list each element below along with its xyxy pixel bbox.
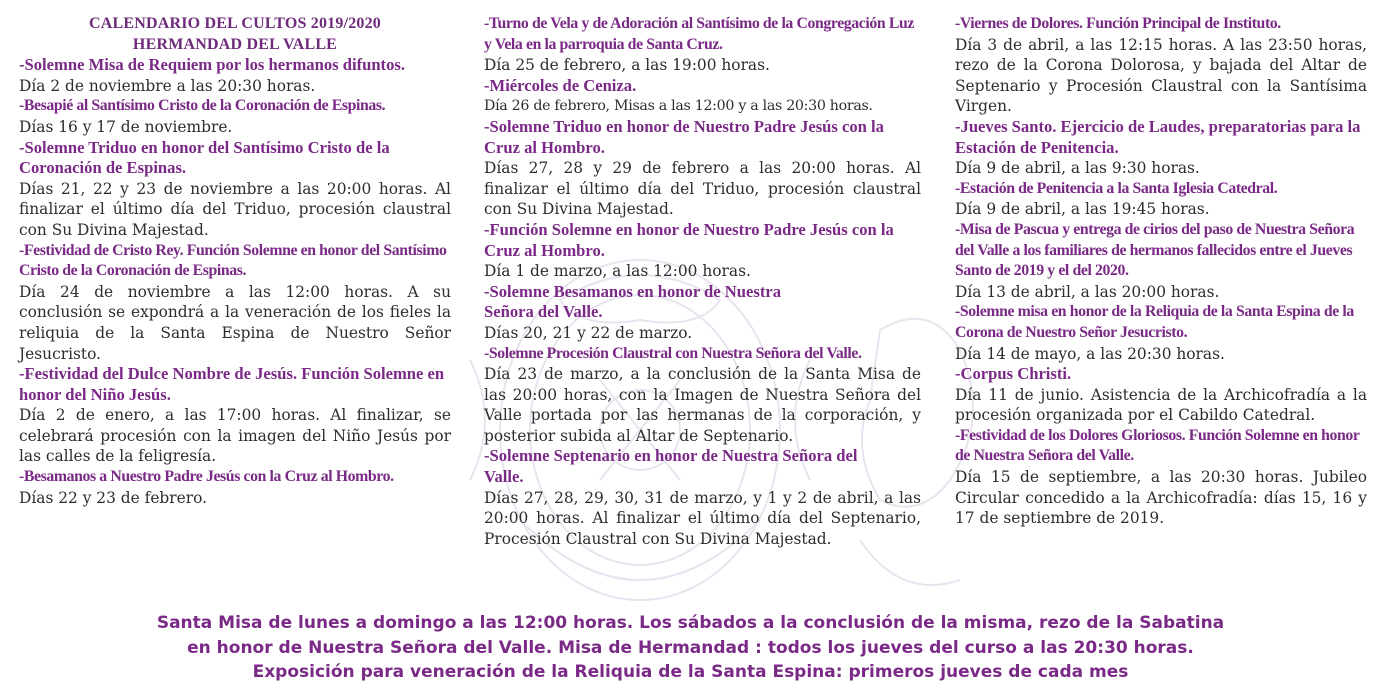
calendar-entry xyxy=(484,117,921,220)
calendar-entry xyxy=(955,117,1367,179)
entry-title: -Solemne misa en honor de la Reliquia de la Santa Espina de la Corona de Nuestro Señor Jesucristo. xyxy=(955,303,1354,341)
entry-title: -Turno de Vela y de Adoración al Santísimo de la Congregación Luz y Vela en la parroquia de Santa Cruz. xyxy=(484,15,914,53)
entry-title: -Viernes de Dolores. Función Principal de Instituto. xyxy=(955,15,1281,32)
calendar-entry xyxy=(484,344,921,447)
entry-text: Días 22 y 23 de febrero. xyxy=(19,488,207,507)
calendar-heading xyxy=(19,14,451,55)
calendar-entry xyxy=(19,241,451,365)
column-1 xyxy=(19,14,451,508)
entry-title: -Misa de Pascua y entrega de cirios del paso de Nuestra Señora del Valle a los familiares de hermanos fallecidos entre el Jueves Santo de 2019 y el del 2020. xyxy=(955,220,1355,280)
entry-text: Día 1 de marzo, a las 12:00 horas. xyxy=(484,262,751,281)
calendar-entry xyxy=(955,426,1367,529)
entry-text: Día 2 de noviembre a las 20:30 horas. xyxy=(19,76,316,95)
calendar-entry xyxy=(484,14,921,76)
entry-title: -Miércoles de Ceniza. xyxy=(484,75,637,95)
entry-title: -Festividad de los Dolores Gloriosos. Función Solemne en honor de Nuestra Señora del Valle. xyxy=(955,426,1360,465)
entry-title: -Estación de Penitencia a la Santa Iglesia Catedral. xyxy=(955,179,1278,197)
entry-text: Días 27, 28, 29, 30, 31 de marzo, y 1 y 2 de abril, a las 20:00 horas. Al finalizar el último día del Septenario, Procesión Claustral con Su Divina Majestad. xyxy=(484,488,921,548)
entry-title: -Festividad de Cristo Rey. Función Solemne en honor del Santísimo Cristo de la Coronación de Espinas. xyxy=(19,241,447,280)
heading-line-2: HERMANDAD DEL VALLE xyxy=(132,35,338,53)
entry-text: Día 24 de noviembre a las 12:00 horas. A su conclusión se expondrá a la veneración de los fieles la reliquia de la Santa Espina de Nuestro Señor Jesucristo. xyxy=(19,282,451,363)
entry-text: Día 23 de marzo, a la conclusión de la Santa Misa de las 20:00 horas, con la Imagen de Nuestra Señora del Valle portada por las hermanas de la corporación, y posterior subida al Altar de Septenario. xyxy=(484,365,921,445)
calendar-entry xyxy=(955,364,1367,426)
footer-notice xyxy=(0,611,1381,685)
entry-text: Día 2 de enero, a las 17:00 horas. Al finalizar, se celebrará procesión con la imagen del Niño Jesús por las calles de la feligresía. xyxy=(19,406,451,466)
entry-title: -Corpus Christi. xyxy=(955,364,1072,384)
entry-text: Día 25 de febrero, a las 19:00 horas. xyxy=(484,56,770,75)
entry-text: Día 3 de abril, a las 12:15 horas. A las 23:50 horas, rezo de la Corona Dolorosa, y bajada del Altar de Septenario y Procesión Claustral con la Santísima Virgen. xyxy=(955,35,1367,116)
footer-line-2: en honor de Nuestra Señora del Valle. Misa de Hermandad : todos los jueves del curso a las 20:30 horas. xyxy=(187,637,1194,658)
entry-title: -Besapié al Santísimo Cristo de la Coronación de Espinas. xyxy=(19,97,386,115)
entry-text: Día 9 de abril, a las 19:45 horas. xyxy=(955,200,1210,219)
calendar-entry xyxy=(484,76,921,117)
heading-line-1: CALENDARIO DEL CULTOS 2019/2020 xyxy=(88,15,382,32)
column-2 xyxy=(484,14,921,549)
entry-title: -Solemne Triduo en honor de Nuestro Padre Jesús con la Cruz al Hombro. xyxy=(484,116,884,157)
calendar-entry xyxy=(484,446,921,549)
entry-text: Día 26 de febrero, Misas a las 12:00 y a las 20:30 horas. xyxy=(484,98,873,115)
entry-title: -Besamanos a Nuestro Padre Jesús con la Cruz al Hombro. xyxy=(19,468,394,486)
entry-text: Día 11 de junio. Asistencia de la Archicofradía a la procesión organizada por el Cabildo Catedral. xyxy=(955,385,1367,425)
entry-title: -Solemne Septenario en honor de Nuestra Señora del Valle. xyxy=(484,446,858,487)
column-3 xyxy=(955,14,1367,529)
entry-title: -Jueves Santo. Ejercicio de Laudes, preparatorias para la Estación de Penitencia. xyxy=(955,116,1361,157)
footer-line-3: Exposición para veneración de la Reliquia de la Santa Espina: primeros jueves de cada mes xyxy=(252,662,1129,682)
entry-text: Días 16 y 17 de noviembre. xyxy=(19,117,233,136)
entry-text: Día 9 de abril, a las 9:30 horas. xyxy=(955,159,1200,178)
entry-title: -Solemne Misa de Requiem por los hermanos difuntos. xyxy=(19,55,405,75)
entry-title: -Solemne Triduo en honor del Santísimo Cristo de la Coronación de Espinas. xyxy=(19,137,390,178)
calendar-entry xyxy=(19,138,451,241)
entry-text: Día 13 de abril, a las 20:00 horas. xyxy=(955,282,1220,301)
entry-text: Día 14 de mayo, a las 20:30 horas. xyxy=(955,344,1225,363)
calendar-entry xyxy=(19,364,451,467)
calendar-entry xyxy=(955,220,1367,302)
calendar-entry xyxy=(955,179,1367,220)
calendar-entry xyxy=(19,96,451,137)
entry-title: -Función Solemne en honor de Nuestro Padre Jesús con la Cruz al Hombro. xyxy=(484,219,894,260)
footer-line-1: Santa Misa de lunes a domingo a las 12:00 horas. Los sábados a la conclusión de la misma, rezo de la Sabatina xyxy=(156,613,1225,633)
entry-title: -Solemne Procesión Claustral con Nuestra Señora del Valle. xyxy=(484,344,862,362)
entry-text: Día 15 de septiembre, a las 20:30 horas. Jubileo Circular concedido a la Archicofradía: días 15, 16 y 17 de septiembre de 2019. xyxy=(955,468,1367,528)
entry-text: Días 21, 22 y 23 de noviembre a las 20:00 horas. Al finalizar el último día del Triduo, procesión claustral con Su Divina Majestad. xyxy=(19,179,451,239)
calendar-entry xyxy=(484,220,921,282)
calendar-entry xyxy=(955,14,1367,117)
entry-title: -Solemne Besamanos en honor de Nuestra Señora del Valle. xyxy=(484,281,782,322)
calendar-entry xyxy=(484,282,921,344)
calendar-entry xyxy=(19,467,451,508)
calendar-entry xyxy=(19,55,451,96)
calendar-entry xyxy=(955,302,1367,364)
entry-title: -Festividad del Dulce Nombre de Jesús. Función Solemne en honor del Niño Jesús. xyxy=(19,364,445,404)
entry-text: Días 27, 28 y 29 de febrero a las 20:00 horas. Al finalizar el último día del Triduo, procesión claustral con Su Divina Majestad. xyxy=(484,159,921,219)
entry-text: Días 20, 21 y 22 de marzo. xyxy=(484,323,693,342)
